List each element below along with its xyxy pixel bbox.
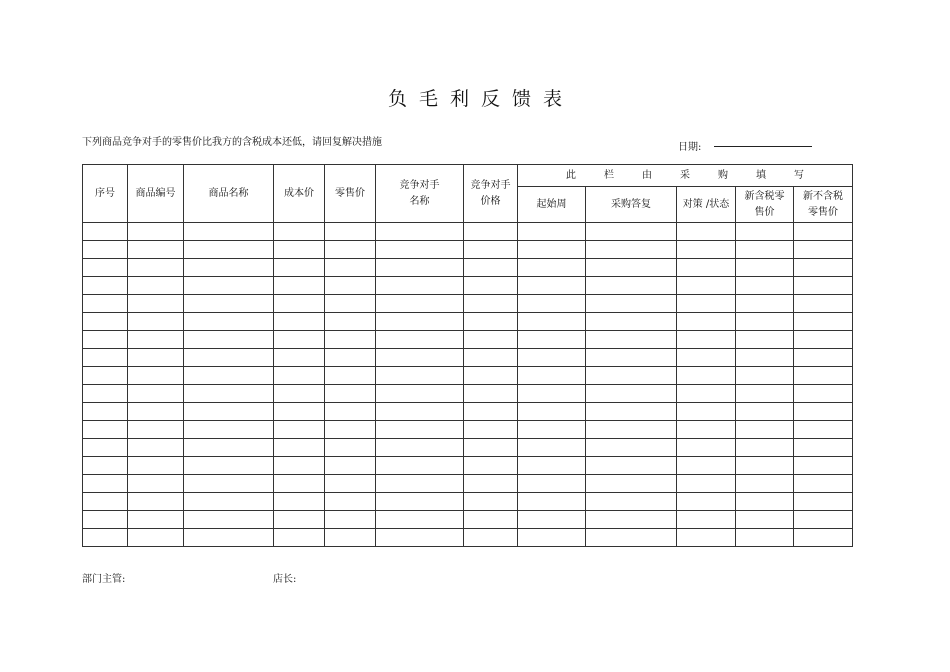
table-cell[interactable] (184, 385, 274, 403)
table-row (83, 475, 853, 493)
table-cell[interactable] (794, 439, 853, 457)
table-row (83, 349, 853, 367)
table-cell[interactable] (325, 511, 376, 529)
table-cell[interactable] (518, 457, 586, 475)
table-cell[interactable] (325, 421, 376, 439)
table-cell[interactable] (274, 385, 325, 403)
table-row (83, 259, 853, 277)
table-cell[interactable] (325, 331, 376, 349)
table-row (83, 331, 853, 349)
table-cell[interactable] (274, 259, 325, 277)
table-cell[interactable] (325, 439, 376, 457)
table-cell[interactable] (184, 241, 274, 259)
banner-char: 采 (680, 169, 691, 181)
table-row (83, 241, 853, 259)
table-cell[interactable] (586, 223, 677, 241)
table-cell[interactable] (586, 367, 677, 385)
header-competitor-price-line2: 价格 (480, 195, 501, 207)
table-cell[interactable] (677, 475, 736, 493)
table-cell[interactable] (325, 241, 376, 259)
instruction-text: 下列商品竞争对手的零售价比我方的含税成本还低，请回复解决措施 (82, 137, 382, 148)
table-cell[interactable] (184, 493, 274, 511)
table-cell[interactable] (794, 295, 853, 313)
table-cell[interactable] (464, 349, 518, 367)
table-row (83, 367, 853, 385)
table-cell[interactable] (376, 313, 464, 331)
table-row (83, 421, 853, 439)
page-title (0, 84, 950, 111)
table-cell[interactable] (83, 241, 128, 259)
table-cell[interactable] (128, 421, 184, 439)
table-cell[interactable] (128, 475, 184, 493)
table-cell[interactable] (677, 529, 736, 547)
table-cell[interactable] (184, 475, 274, 493)
table-cell[interactable] (677, 511, 736, 529)
table-cell[interactable] (464, 457, 518, 475)
table-cell[interactable] (274, 367, 325, 385)
table-cell[interactable] (83, 403, 128, 421)
table-cell[interactable] (128, 403, 184, 421)
table-cell[interactable] (586, 529, 677, 547)
table-cell[interactable] (794, 403, 853, 421)
table-cell[interactable] (586, 493, 677, 511)
banner-char: 由 (642, 169, 653, 181)
table-cell[interactable] (376, 367, 464, 385)
feedback-table (82, 164, 853, 547)
table-row (83, 439, 853, 457)
table-cell[interactable] (83, 475, 128, 493)
table-cell[interactable] (128, 529, 184, 547)
table-cell[interactable] (325, 277, 376, 295)
table-cell[interactable] (518, 223, 586, 241)
table-cell[interactable] (736, 259, 794, 277)
table-cell[interactable] (794, 259, 853, 277)
banner-char: 购 (718, 169, 729, 181)
table-cell[interactable] (736, 295, 794, 313)
table-cell[interactable] (736, 313, 794, 331)
table-cell[interactable] (83, 259, 128, 277)
table-cell[interactable] (794, 529, 853, 547)
table-cell[interactable] (794, 367, 853, 385)
table-cell[interactable] (464, 403, 518, 421)
table-cell[interactable] (586, 313, 677, 331)
table-cell[interactable] (184, 331, 274, 349)
table-cell[interactable] (325, 313, 376, 331)
header-start-week: 起始周 (518, 187, 586, 223)
purchasing-banner (518, 165, 853, 187)
table-cell[interactable] (518, 511, 586, 529)
table-cell[interactable] (83, 457, 128, 475)
table-cell[interactable] (274, 475, 325, 493)
header-seq: 序号 (83, 165, 128, 223)
table-cell[interactable] (325, 529, 376, 547)
header-competitor-name-line2: 名称 (409, 195, 430, 207)
table-cell[interactable] (128, 385, 184, 403)
table-cell[interactable] (586, 457, 677, 475)
table-cell[interactable] (184, 439, 274, 457)
table-cell[interactable] (128, 511, 184, 529)
table-cell[interactable] (464, 259, 518, 277)
date-field-line[interactable] (714, 146, 812, 147)
dept-manager-label: 部门主管: (82, 574, 126, 585)
table-cell[interactable] (274, 223, 325, 241)
table-cell[interactable] (464, 493, 518, 511)
table-cell[interactable] (677, 223, 736, 241)
table-cell[interactable] (83, 511, 128, 529)
table-cell[interactable] (518, 493, 586, 511)
table-cell[interactable] (586, 349, 677, 367)
table-cell[interactable] (518, 313, 586, 331)
table-cell[interactable] (83, 277, 128, 295)
table-cell[interactable] (128, 439, 184, 457)
table-cell[interactable] (586, 385, 677, 403)
table-cell[interactable] (794, 331, 853, 349)
table-cell[interactable] (464, 331, 518, 349)
table-cell[interactable] (376, 385, 464, 403)
table-cell[interactable] (128, 313, 184, 331)
table-cell[interactable] (274, 511, 325, 529)
table-cell[interactable] (586, 439, 677, 457)
table-cell[interactable] (376, 529, 464, 547)
table-cell[interactable] (274, 295, 325, 313)
table-cell[interactable] (464, 511, 518, 529)
table-cell[interactable] (464, 223, 518, 241)
table-cell[interactable] (677, 349, 736, 367)
header-competitor-price-line1: 竞争对手 (470, 179, 511, 191)
table-cell[interactable] (464, 367, 518, 385)
table-cell[interactable] (736, 349, 794, 367)
table-cell[interactable] (794, 511, 853, 529)
table-cell[interactable] (464, 385, 518, 403)
table-cell[interactable] (376, 439, 464, 457)
table-cell[interactable] (83, 331, 128, 349)
table-cell[interactable] (274, 403, 325, 421)
title-char: 负 (387, 88, 407, 110)
table-cell[interactable] (325, 367, 376, 385)
table-cell[interactable] (586, 421, 677, 439)
table-cell[interactable] (83, 529, 128, 547)
table-cell[interactable] (128, 223, 184, 241)
table-cell[interactable] (274, 421, 325, 439)
table-cell[interactable] (128, 241, 184, 259)
table-cell[interactable] (128, 457, 184, 475)
header-competitor-name (376, 165, 464, 223)
header-retail: 零售价 (325, 165, 376, 223)
table-cell[interactable] (128, 367, 184, 385)
table-cell[interactable] (128, 277, 184, 295)
table-cell[interactable] (128, 295, 184, 313)
table-cell[interactable] (376, 475, 464, 493)
table-cell[interactable] (677, 241, 736, 259)
table-cell[interactable] (736, 421, 794, 439)
table-cell[interactable] (518, 529, 586, 547)
table-row (83, 511, 853, 529)
table-cell[interactable] (128, 259, 184, 277)
table-cell[interactable] (274, 493, 325, 511)
table-cell[interactable] (586, 511, 677, 529)
table-cell[interactable] (128, 493, 184, 511)
table-row (83, 457, 853, 475)
table-cell[interactable] (184, 367, 274, 385)
table-cell[interactable] (184, 259, 274, 277)
table-cell[interactable] (325, 349, 376, 367)
table-cell[interactable] (794, 457, 853, 475)
table-cell[interactable] (677, 331, 736, 349)
table-cell[interactable] (736, 403, 794, 421)
header-code: 商品编号 (128, 165, 184, 223)
table-cell[interactable] (518, 295, 586, 313)
table-cell[interactable] (677, 313, 736, 331)
table-cell[interactable] (794, 277, 853, 295)
table-cell[interactable] (677, 457, 736, 475)
header-new-tax-price (736, 187, 794, 223)
table-cell[interactable] (83, 223, 128, 241)
table-cell[interactable] (736, 439, 794, 457)
date-label: 日期: (678, 142, 702, 153)
table-cell[interactable] (736, 223, 794, 241)
table-cell[interactable] (736, 241, 794, 259)
table-cell[interactable] (794, 493, 853, 511)
header-new-tax-price-line2: 售价 (754, 206, 775, 218)
table-cell[interactable] (677, 295, 736, 313)
table-cell[interactable] (586, 331, 677, 349)
table-cell[interactable] (464, 475, 518, 493)
banner-char: 写 (794, 169, 805, 181)
table-cell[interactable] (83, 313, 128, 331)
title-char: 馈 (512, 88, 532, 110)
header-competitor-name-line1: 竞争对手 (399, 179, 440, 191)
table-cell[interactable] (274, 313, 325, 331)
table-cell[interactable] (274, 457, 325, 475)
table-row (83, 529, 853, 547)
table-cell[interactable] (376, 403, 464, 421)
header-action-status: 对策 /状态 (677, 187, 736, 223)
table-cell[interactable] (376, 259, 464, 277)
table-cell[interactable] (274, 529, 325, 547)
table-cell[interactable] (518, 241, 586, 259)
table-cell[interactable] (83, 439, 128, 457)
table-cell[interactable] (677, 259, 736, 277)
table-cell[interactable] (83, 349, 128, 367)
table-cell[interactable] (83, 385, 128, 403)
table-cell[interactable] (736, 475, 794, 493)
table-cell[interactable] (677, 439, 736, 457)
table-cell[interactable] (794, 385, 853, 403)
table-cell[interactable] (736, 277, 794, 295)
table-cell[interactable] (184, 511, 274, 529)
title-char: 利 (449, 88, 469, 110)
table-cell[interactable] (518, 403, 586, 421)
table-cell[interactable] (325, 223, 376, 241)
table-cell[interactable] (586, 277, 677, 295)
title-char: 反 (481, 88, 501, 110)
table-cell[interactable] (376, 295, 464, 313)
table-row (83, 493, 853, 511)
table-cell[interactable] (736, 529, 794, 547)
table-cell[interactable] (794, 475, 853, 493)
table-cell[interactable] (736, 493, 794, 511)
table-cell[interactable] (274, 277, 325, 295)
table-cell[interactable] (184, 295, 274, 313)
table-cell[interactable] (464, 313, 518, 331)
table-cell[interactable] (83, 295, 128, 313)
table-cell[interactable] (376, 493, 464, 511)
table-row (83, 403, 853, 421)
table-cell[interactable] (794, 349, 853, 367)
table-cell[interactable] (325, 259, 376, 277)
table-cell[interactable] (794, 241, 853, 259)
table-row (83, 223, 853, 241)
table-cell[interactable] (464, 529, 518, 547)
table-cell[interactable] (677, 277, 736, 295)
header-name: 商品名称 (184, 165, 274, 223)
table-cell[interactable] (184, 421, 274, 439)
table-cell[interactable] (586, 475, 677, 493)
table-cell[interactable] (736, 331, 794, 349)
table-cell[interactable] (586, 241, 677, 259)
table-cell[interactable] (518, 331, 586, 349)
table-cell[interactable] (586, 295, 677, 313)
banner-char: 栏 (604, 169, 615, 181)
table-cell[interactable] (274, 439, 325, 457)
table-cell[interactable] (518, 349, 586, 367)
header-purchasing-reply: 采购答复 (586, 187, 677, 223)
table-cell[interactable] (376, 223, 464, 241)
table-cell[interactable] (518, 259, 586, 277)
table-cell[interactable] (677, 493, 736, 511)
header-new-notax-price-line1: 新不含税 (803, 190, 844, 202)
table-cell[interactable] (586, 403, 677, 421)
table-row (83, 295, 853, 313)
table-cell[interactable] (464, 295, 518, 313)
table-cell[interactable] (518, 421, 586, 439)
table-cell[interactable] (518, 475, 586, 493)
table-cell[interactable] (518, 385, 586, 403)
table-cell[interactable] (376, 511, 464, 529)
header-new-notax-price (794, 187, 853, 223)
table-cell[interactable] (128, 349, 184, 367)
table-cell[interactable] (184, 403, 274, 421)
table-cell[interactable] (325, 403, 376, 421)
table-cell[interactable] (736, 385, 794, 403)
table-row (83, 313, 853, 331)
banner-char: 填 (756, 169, 767, 181)
title-char: 表 (543, 88, 563, 110)
table-cell[interactable] (83, 367, 128, 385)
table-cell[interactable] (677, 403, 736, 421)
header-competitor-price (464, 165, 518, 223)
table-cell[interactable] (184, 223, 274, 241)
table-cell[interactable] (274, 331, 325, 349)
header-new-tax-price-line1: 新含税零 (744, 190, 785, 202)
header-cost: 成本价 (274, 165, 325, 223)
table-cell[interactable] (677, 421, 736, 439)
table-cell[interactable] (464, 439, 518, 457)
table-cell[interactable] (184, 349, 274, 367)
table-cell[interactable] (325, 385, 376, 403)
table-cell[interactable] (83, 493, 128, 511)
table-cell[interactable] (794, 223, 853, 241)
table-cell[interactable] (83, 421, 128, 439)
table-cell[interactable] (325, 457, 376, 475)
table-cell[interactable] (184, 277, 274, 295)
table-cell[interactable] (518, 439, 586, 457)
table-cell[interactable] (736, 511, 794, 529)
table-cell[interactable] (184, 457, 274, 475)
table-cell[interactable] (325, 475, 376, 493)
table-cell[interactable] (274, 349, 325, 367)
store-manager-label: 店长: (273, 574, 297, 585)
table-cell[interactable] (376, 457, 464, 475)
table-cell[interactable] (518, 277, 586, 295)
table-cell[interactable] (376, 421, 464, 439)
table-cell[interactable] (376, 349, 464, 367)
table-cell[interactable] (464, 277, 518, 295)
table-cell[interactable] (325, 493, 376, 511)
table-cell[interactable] (794, 421, 853, 439)
table-cell[interactable] (518, 367, 586, 385)
table-cell[interactable] (376, 277, 464, 295)
header-new-notax-price-line2: 零售价 (808, 206, 839, 218)
table-cell[interactable] (586, 259, 677, 277)
table-cell[interactable] (274, 241, 325, 259)
table-row (83, 385, 853, 403)
table-cell[interactable] (376, 331, 464, 349)
title-char: 毛 (418, 88, 438, 110)
table-cell[interactable] (376, 241, 464, 259)
table-cell[interactable] (736, 457, 794, 475)
banner-char: 此 (566, 169, 577, 181)
table-cell[interactable] (677, 385, 736, 403)
table-cell[interactable] (794, 313, 853, 331)
table-cell[interactable] (464, 241, 518, 259)
table-cell[interactable] (184, 313, 274, 331)
table-cell[interactable] (325, 295, 376, 313)
table-cell[interactable] (464, 421, 518, 439)
table-cell[interactable] (677, 367, 736, 385)
table-row (83, 277, 853, 295)
table-cell[interactable] (184, 529, 274, 547)
table-cell[interactable] (128, 331, 184, 349)
table-cell[interactable] (736, 367, 794, 385)
